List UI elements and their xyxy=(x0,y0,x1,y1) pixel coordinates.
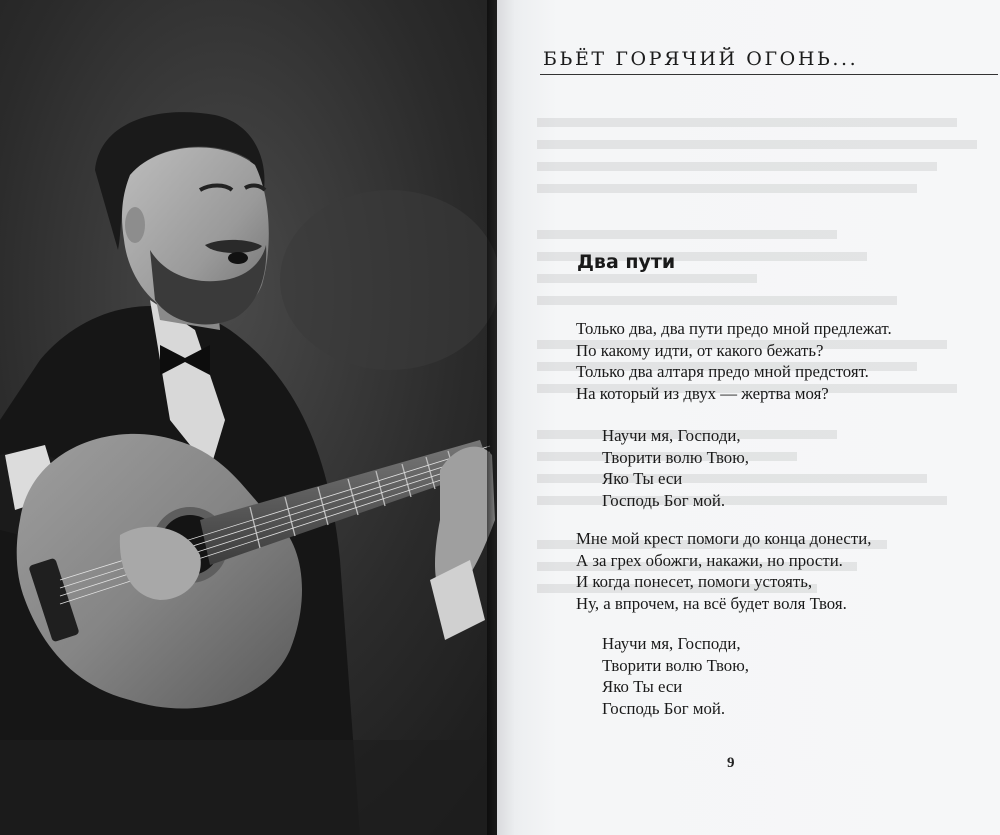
verse-line: Только два алтаря предо мной предстоят. xyxy=(576,362,869,381)
verse-line: Только два, два пути предо мной предлежат. xyxy=(576,319,892,338)
singer-with-guitar-photo xyxy=(0,0,497,835)
verse-line: А за грех обожги, накажи, но прости. xyxy=(576,550,843,570)
photo-page xyxy=(0,0,497,835)
verse-line: На который из двух — жертва моя? xyxy=(576,383,829,403)
header-rule xyxy=(540,74,998,75)
verse-line: По какому идти, от какого бежать? xyxy=(576,340,824,360)
verse-line: Мне мой крест помоги до конца донести, xyxy=(576,529,872,548)
text-page xyxy=(497,0,1000,835)
verse-line: Научи мя, Господи, xyxy=(602,634,741,653)
stanza-2 xyxy=(576,528,871,614)
verse-line: Яко Ты еси xyxy=(602,469,683,488)
verse-line: Научи мя, Господи, xyxy=(602,426,741,445)
verse-line: Ну, а впрочем, на всё будет воля Твоя. xyxy=(576,593,847,613)
verse-line: Господь Бог мой. xyxy=(602,698,726,718)
refrain-1 xyxy=(602,425,749,511)
refrain-2 xyxy=(602,633,749,719)
page-number: 9 xyxy=(727,755,735,771)
verse-line: Творити волю Твою, xyxy=(602,447,749,467)
stanza-1 xyxy=(576,318,892,404)
verse-line: Яко Ты еси xyxy=(602,677,683,696)
verse-line: Творити волю Твою, xyxy=(602,655,749,675)
verse-line: Господь Бог мой. xyxy=(602,490,726,510)
running-head: БЬЁТ ГОРЯЧИЙ ОГОНЬ... xyxy=(543,48,859,70)
verse-line: И когда понесет, помоги устоять, xyxy=(576,572,813,591)
poem-title: Два пути xyxy=(577,251,676,273)
